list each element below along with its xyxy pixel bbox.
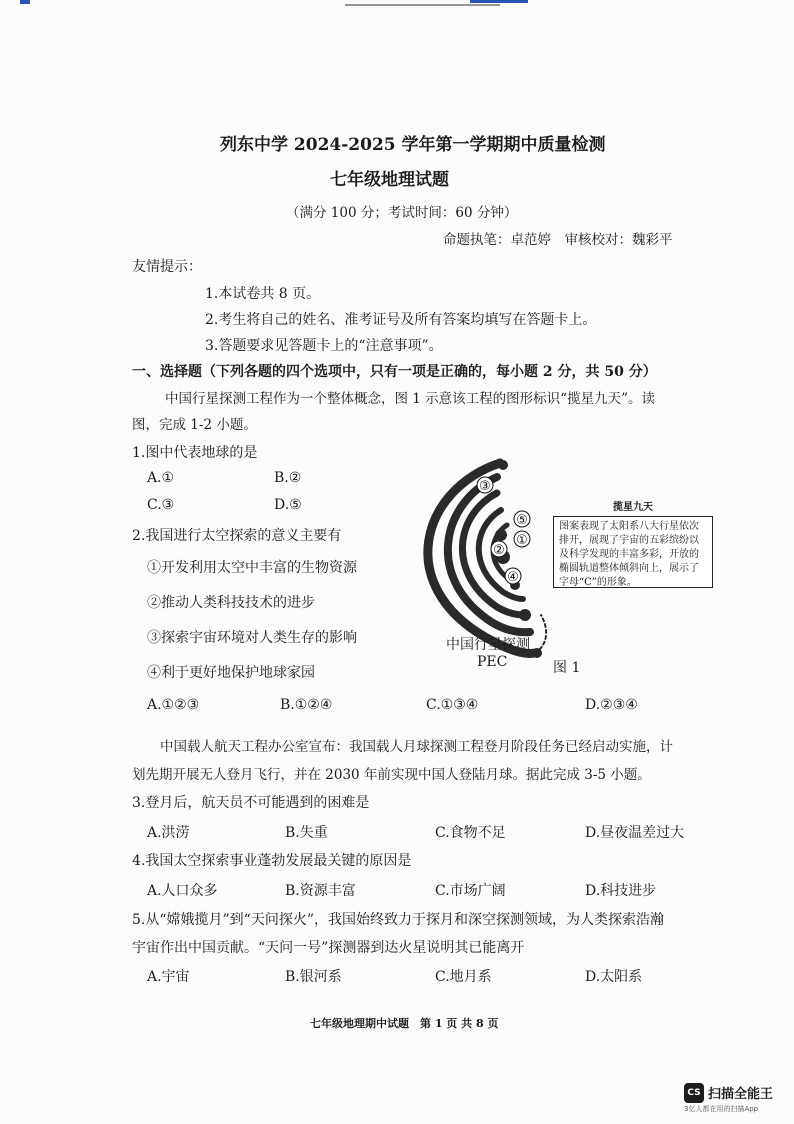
intro-b-line-2: 划先期开展无人登月飞行，并在 2030 年前实现中国人登陆月球。据此完成 3-5 小题。 <box>132 767 651 783</box>
tail-sparkle <box>535 615 546 653</box>
q1-option-d[interactable]: D.⑤ <box>274 497 302 513</box>
marker-1: ① <box>516 533 528 548</box>
q5-stem-line-2: 宇宙作出中国贡献。“天问一号”探测器到达火星说明其已能离开 <box>132 940 525 956</box>
figure-description-box: 图案表现了太阳系八大行星依次排开，展现了宇宙的五彩缤纷以及科学发现的丰富多彩，开放的椭圆轨道整体倾斜向上，展示了字母“C”的形象。 <box>553 516 713 588</box>
figure-box-title: 揽星九天 <box>613 502 653 513</box>
marker-3: ③ <box>479 479 491 494</box>
q3-option-c[interactable]: C.食物不足 <box>435 825 506 841</box>
notice-item-3: 3.答题要求见答题卡上的“注意事项”。 <box>205 338 443 354</box>
q1-option-c[interactable]: C.③ <box>147 497 175 513</box>
q4-option-d[interactable]: D.科技进步 <box>585 883 657 899</box>
q3-option-d[interactable]: D.昼夜温差过大 <box>585 825 685 841</box>
watermark-name: 扫描全能王 <box>708 1087 774 1102</box>
marker-5: ⑤ <box>516 513 528 528</box>
q3-option-a[interactable]: A.洪涝 <box>147 825 190 841</box>
q1-option-a[interactable]: A.① <box>147 470 175 486</box>
watermark-tagline: 3亿人都在用的扫描App <box>684 1105 759 1113</box>
exam-title: 列东中学 2024-2025 学年第一学期期中质量检测 <box>220 135 606 155</box>
q4-option-b[interactable]: B.资源丰富 <box>285 883 356 899</box>
marker-4: ④ <box>507 570 519 585</box>
q2-option-b[interactable]: B.①②④ <box>280 697 333 713</box>
q2-option-c[interactable]: C.①③④ <box>426 697 479 713</box>
scan-top-line <box>345 4 500 6</box>
q5-option-c[interactable]: C.地月系 <box>435 969 492 985</box>
notice-item-1: 1.本试卷共 8 页。 <box>205 286 321 302</box>
q2-option-a[interactable]: A.①②③ <box>147 697 200 713</box>
q2-statement-3: ③探索宇宙环境对人类生存的影响 <box>147 630 357 646</box>
q3-option-b[interactable]: B.失重 <box>285 825 328 841</box>
notice-item-2: 2.考生将自己的姓名、准考证号及所有答案均填写在答题卡上。 <box>205 312 597 328</box>
notice-heading: 友情提示： <box>132 259 202 275</box>
q2-statement-1: ①开发利用太空中丰富的生物资源 <box>147 560 357 576</box>
figure-logo-cn: 中国行星探测 <box>446 637 530 653</box>
intro-a-line-1: 中国行星探测工程作为一个整体概念，图 1 示意该工程的图形标识“揽星九天”。读 <box>165 391 655 407</box>
q5-option-b[interactable]: B.银河系 <box>285 969 342 985</box>
q4-option-c[interactable]: C.市场广阔 <box>435 883 506 899</box>
q5-stem-line-1: 5.从“嫦娥揽月”到“天问探火”，我国始终致力于探月和深空探测领域，为人类探索浩瀚 <box>132 912 664 928</box>
q2-option-d[interactable]: D.②③④ <box>585 697 638 713</box>
q2-statement-2: ②推动人类科技技术的进步 <box>147 595 315 611</box>
q3-stem: 3.登月后，航天员不可能遇到的困难是 <box>132 795 370 811</box>
scan-top-blue-mark <box>470 0 528 3</box>
planet-dot-1 <box>498 460 508 470</box>
planet-dot-3 <box>495 529 507 541</box>
cs-logo-icon: CS <box>684 1083 704 1103</box>
q1-stem: 1.图中代表地球的是 <box>132 445 258 461</box>
marker-2: ② <box>493 543 505 558</box>
figure-logo-en: PEC <box>477 654 508 670</box>
exam-subtitle: 七年级地理试题 <box>330 170 449 190</box>
exam-authors: 命题执笔：卓范婷 审核校对：魏彩平 <box>443 232 673 248</box>
scanner-watermark <box>684 1082 774 1113</box>
q2-stem: 2.我国进行太空探索的意义主要有 <box>132 528 342 544</box>
intro-a-line-2: 图，完成 1-2 小题。 <box>132 417 257 433</box>
q5-option-d[interactable]: D.太阳系 <box>585 969 643 985</box>
q2-statement-4: ④利于更好地保护地球家园 <box>147 665 315 681</box>
section-heading: 一、选择题（下列各题的四个选项中，只有一项是正确的，每小题 2 分，共 50 分） <box>132 364 657 380</box>
intro-b-line-1: 中国载人航天工程办公室宣布：我国载人月球探测工程登月阶段任务已经启动实施，计 <box>160 739 673 755</box>
planet-dot-6 <box>519 609 531 621</box>
q1-option-b[interactable]: B.② <box>274 470 302 486</box>
planet-dot-8 <box>532 648 542 658</box>
q4-stem: 4.我国太空探索事业蓬勃发展最关键的原因是 <box>132 853 412 869</box>
q4-option-a[interactable]: A.人口众多 <box>147 883 218 899</box>
q5-option-a[interactable]: A.宇宙 <box>147 969 190 985</box>
figure-caption: 图 1 <box>553 660 581 676</box>
exam-meta: （满分 100 分；考试时间：60 分钟） <box>286 205 518 221</box>
scan-edge-mark <box>20 0 30 4</box>
page-footer: 七年级地理期中试题 第 1 页 共 8 页 <box>310 1017 499 1030</box>
